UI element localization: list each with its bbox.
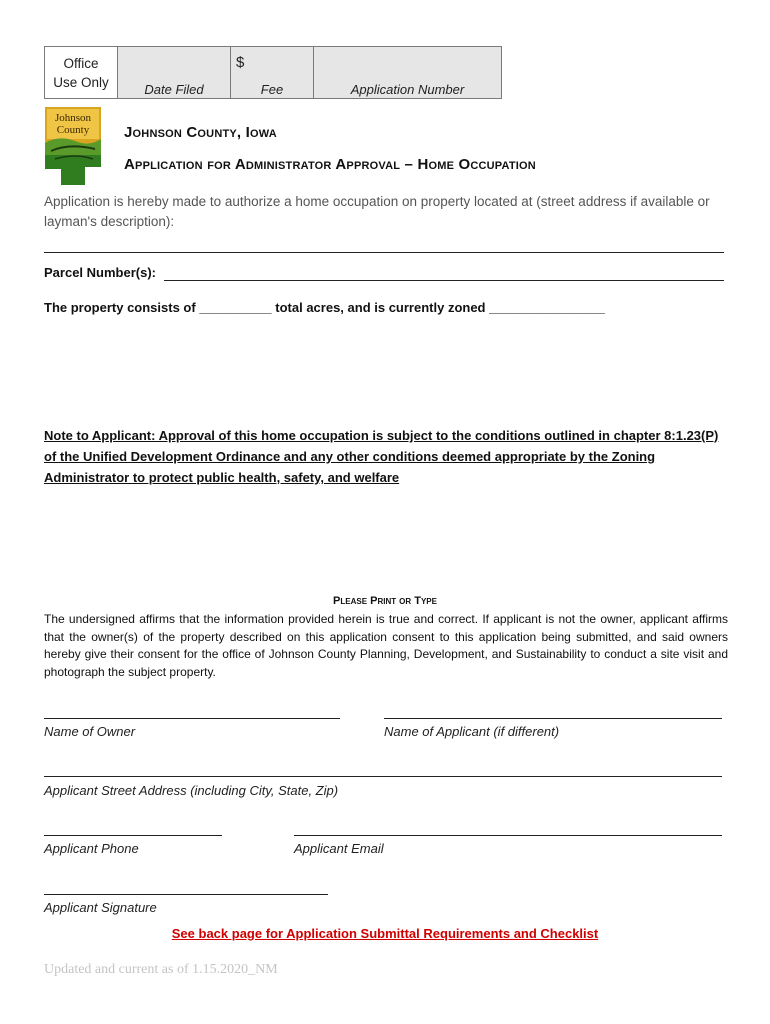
affirmation-text: The undersigned affirms that the information provided herein is true and correct. If applicant is not the owner, applicant affirms that the owner(s) of the property described on this application consent to this application being submitted, and said owners hereby give their consent for the office of Johnson County Planning, Development, and Sustainability to conduct a site visit and photograph the subject property. — [44, 612, 728, 679]
print-heading: Please Print or Type — [333, 595, 437, 607]
title-application: Application for Administrator Approval – Home Occupation — [124, 156, 536, 173]
property-text-1: The property consists of — [44, 300, 196, 315]
owner-name-line[interactable] — [44, 718, 340, 719]
applicant-signature-line[interactable] — [44, 894, 328, 895]
address-line[interactable] — [44, 252, 724, 253]
applicant-signature-label: Applicant Signature — [44, 900, 157, 915]
updated-footer: Updated and current as of 1.15.2020_NM — [44, 962, 278, 977]
fee-caption: Fee — [260, 82, 284, 97]
applicant-phone-line[interactable] — [44, 835, 222, 836]
applicant-name-label: Name of Applicant (if different) — [384, 724, 560, 739]
dollar-sign: $ — [236, 54, 245, 71]
office-use-label-line1: Office — [63, 55, 99, 71]
office-use-label — [45, 47, 118, 99]
parcel-number-line[interactable] — [164, 280, 724, 281]
note-to-applicant: Note to Applicant: Approval of this home occupation is subject to the conditions outlined in chapter 8:1.23(P) of the Unified Development Ordinance and any other conditions deemed appropriate by the Zoning Administrator to protect public health, safety, and welfare — [44, 428, 719, 485]
owner-name-label: Name of Owner — [44, 724, 136, 739]
zoning-blank[interactable]: ________________ — [489, 300, 605, 315]
applicant-address-line[interactable] — [44, 776, 722, 777]
property-text-2: total acres, and is currently zoned — [275, 300, 486, 315]
parcel-label: Parcel Number(s): — [44, 265, 156, 280]
title-county: Johnson County, Iowa — [124, 124, 277, 141]
office-use-label-line2: Use Only — [53, 74, 109, 90]
logo-text-county: County — [56, 124, 90, 136]
logo-text-johnson: Johnson — [54, 112, 92, 124]
application-number-caption: Application Number — [350, 82, 465, 97]
applicant-email-label: Applicant Email — [294, 841, 384, 856]
applicant-name-line[interactable] — [384, 718, 722, 719]
johnson-county-logo — [45, 107, 101, 185]
applicant-email-line[interactable] — [294, 835, 722, 836]
fee-cell[interactable] — [231, 47, 314, 99]
application-number-cell[interactable] — [314, 47, 502, 99]
applicant-address-label: Applicant Street Address (including City, State, Zip) — [44, 783, 339, 798]
applicant-phone-label: Applicant Phone — [44, 841, 139, 856]
back-page-note: See back page for Application Submittal Requirements and Checklist — [171, 926, 599, 941]
office-use-table — [44, 46, 502, 99]
property-sentence — [44, 300, 605, 315]
date-filed-caption: Date Filed — [144, 82, 204, 97]
intro-text: Application is hereby made to authorize a home occupation on property located at (street address if available or layman's description): — [44, 194, 710, 229]
date-filed-cell[interactable] — [118, 47, 231, 99]
acres-blank[interactable]: __________ — [199, 300, 272, 315]
